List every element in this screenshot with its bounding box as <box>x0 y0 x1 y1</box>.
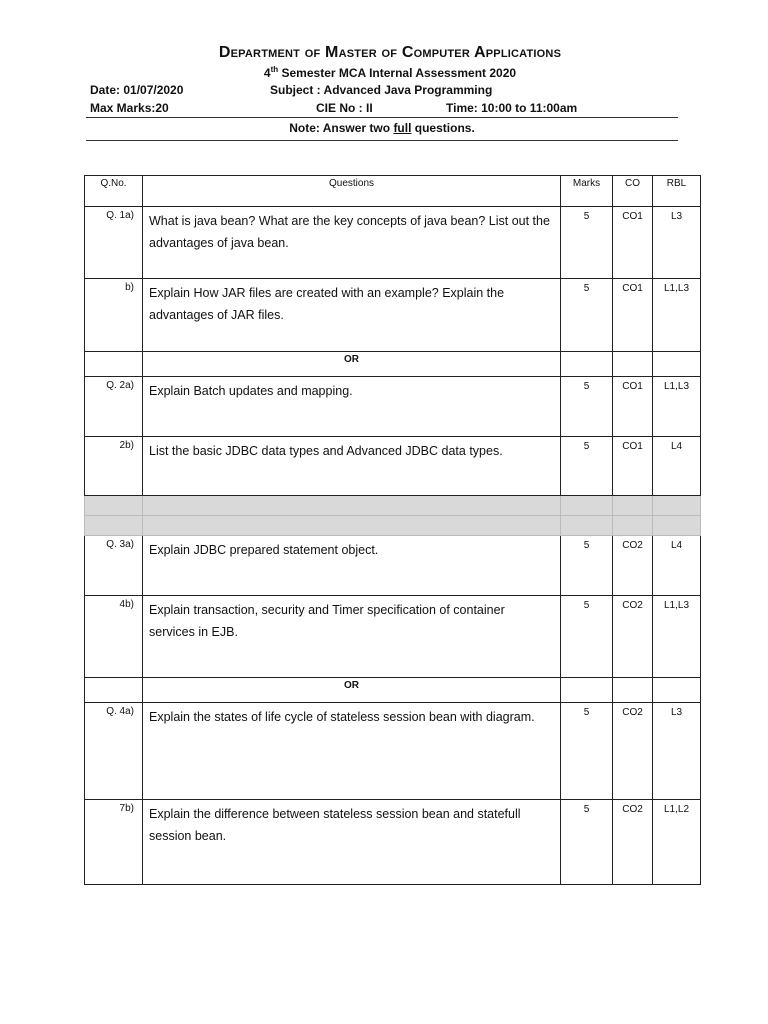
question-co: CO1 <box>613 207 653 279</box>
question-co: CO2 <box>613 536 653 596</box>
question-co: CO2 <box>613 703 653 800</box>
question-marks: 5 <box>561 207 613 279</box>
question-number: Q. 3a) <box>85 536 143 596</box>
question-number: b) <box>85 279 143 352</box>
question-text: Explain the states of life cycle of stateless session bean with diagram. <box>143 703 561 800</box>
question-text: Explain How JAR files are created with an example? Explain the advantages of JAR files. <box>143 279 561 352</box>
question-number: 2b) <box>85 437 143 496</box>
header-questions: Questions <box>143 176 561 207</box>
table-row <box>85 279 701 352</box>
table-row <box>85 207 701 279</box>
question-marks: 5 <box>561 279 613 352</box>
question-rbl: L3 <box>653 703 701 800</box>
question-text: Explain the difference between stateless session bean and statefull session bean. <box>143 800 561 885</box>
divider-bottom <box>86 140 678 141</box>
question-number: Q. 4a) <box>85 703 143 800</box>
question-rbl: L1,L3 <box>653 596 701 678</box>
table-row <box>85 703 701 800</box>
question-number: Q. 1a) <box>85 207 143 279</box>
question-co: CO2 <box>613 596 653 678</box>
department-title: Department of Master of Computer Applications <box>218 44 562 61</box>
question-marks: 5 <box>561 800 613 885</box>
question-co: CO1 <box>613 279 653 352</box>
or-row <box>85 678 701 703</box>
question-co: CO1 <box>613 437 653 496</box>
question-text: What is java bean? What are the key concepts of java bean? List out the advantages of java bean. <box>143 207 561 279</box>
question-marks: 5 <box>561 703 613 800</box>
question-co: CO1 <box>613 377 653 437</box>
question-marks: 5 <box>561 437 613 496</box>
question-rbl: L1,L3 <box>653 279 701 352</box>
max-marks: Max Marks:20 <box>90 101 169 115</box>
question-text: Explain Batch updates and mapping. <box>143 377 561 437</box>
table-row <box>85 377 701 437</box>
question-marks: 5 <box>561 596 613 678</box>
exam-date: Date: 01/07/2020 <box>90 83 184 97</box>
header-co: CO <box>613 176 653 207</box>
section-separator <box>85 516 701 536</box>
question-rbl: L4 <box>653 536 701 596</box>
question-marks: 5 <box>561 536 613 596</box>
question-co: CO2 <box>613 800 653 885</box>
question-text: Explain JDBC prepared statement object. <box>143 536 561 596</box>
section-separator <box>85 496 701 516</box>
questions-table <box>84 175 701 885</box>
question-text: Explain transaction, security and Timer specification of container services in EJB. <box>143 596 561 678</box>
header-qno: Q.No. <box>85 176 143 207</box>
or-label: OR <box>143 678 561 703</box>
table-row <box>85 800 701 885</box>
question-marks: 5 <box>561 377 613 437</box>
question-rbl: L1,L2 <box>653 800 701 885</box>
header-marks: Marks <box>561 176 613 207</box>
question-number: 4b) <box>85 596 143 678</box>
table-row <box>85 437 701 496</box>
exam-time: Time: 10:00 to 11:00am <box>446 101 578 115</box>
question-rbl: L3 <box>653 207 701 279</box>
instructions-note: Note: Answer two full questions. <box>289 121 475 135</box>
subject: Subject : Advanced Java Programming <box>270 83 493 97</box>
or-row <box>85 352 701 377</box>
table-header-row <box>85 176 701 207</box>
or-label: OR <box>143 352 561 377</box>
cie-number: CIE No : II <box>316 101 373 115</box>
table-row <box>85 596 701 678</box>
question-number: 7b) <box>85 800 143 885</box>
question-text: List the basic JDBC data types and Advanced JDBC data types. <box>143 437 561 496</box>
table-row <box>85 536 701 596</box>
question-rbl: L4 <box>653 437 701 496</box>
header-rbl: RBL <box>653 176 701 207</box>
question-number: Q. 2a) <box>85 377 143 437</box>
question-rbl: L1,L3 <box>653 377 701 437</box>
semester-line: 4th Semester MCA Internal Assessment 2020 <box>263 65 517 80</box>
divider-top <box>86 117 678 118</box>
